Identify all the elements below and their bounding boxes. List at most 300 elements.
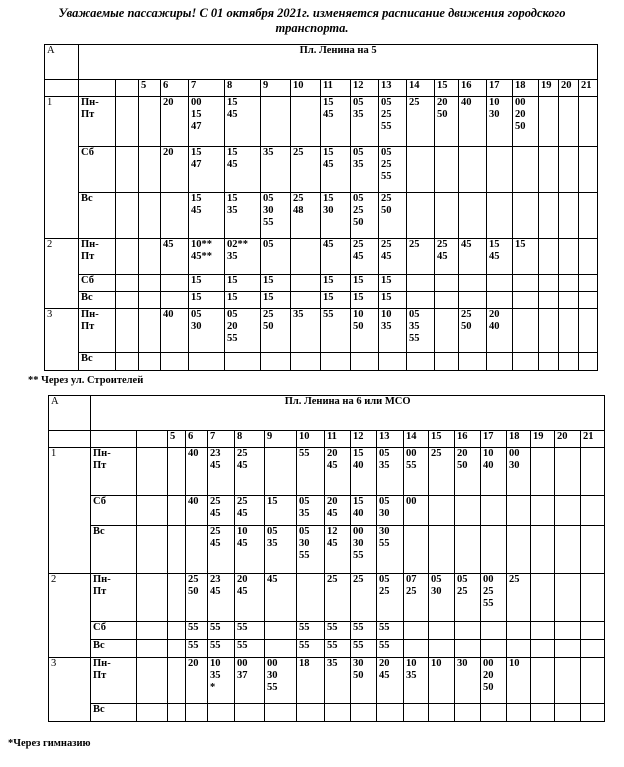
- departure-cell: [261, 353, 291, 371]
- departure-cell: [539, 353, 559, 371]
- departure-times: 15 45: [227, 97, 238, 120]
- departure-times: 25 50: [188, 574, 199, 597]
- gap-cell: [137, 622, 168, 640]
- departure-cell: [539, 239, 559, 275]
- departure-times: 05 30: [431, 574, 442, 597]
- departure-cell: [404, 622, 429, 640]
- departure-times: 55: [353, 622, 364, 633]
- hour-header: 8: [225, 80, 261, 97]
- departure-times: 15 40: [353, 448, 364, 471]
- departure-times: 05: [263, 239, 274, 250]
- day-type-cell: [91, 658, 137, 704]
- departure-cell: [291, 193, 321, 239]
- day-type-label: Пн- Пт: [93, 448, 111, 471]
- header-blank: [116, 80, 139, 97]
- departure-cell: [321, 239, 351, 275]
- departure-times: 20 45: [237, 574, 248, 597]
- departure-cell: [435, 193, 459, 239]
- header-blank: [45, 80, 79, 97]
- departure-times: 25 45: [237, 496, 248, 519]
- route-number: 1: [45, 97, 79, 239]
- departure-cell: [265, 496, 297, 526]
- departure-cell: [321, 292, 351, 309]
- departure-cell: [189, 97, 225, 147]
- departure-cell: [459, 275, 487, 292]
- departure-times: 25 45: [381, 239, 392, 262]
- departure-times: 30: [457, 658, 468, 669]
- departure-times: 55: [188, 622, 199, 633]
- departure-cell: [261, 97, 291, 147]
- departure-cell: [559, 292, 579, 309]
- departure-times: 20 40: [489, 309, 500, 332]
- schedule-row: [49, 622, 605, 640]
- departure-cell: [139, 292, 161, 309]
- departure-cell: [225, 353, 261, 371]
- departure-cell: [579, 309, 598, 353]
- departure-cell: [407, 193, 435, 239]
- departure-cell: [513, 309, 539, 353]
- departure-cell: [379, 193, 407, 239]
- departure-cell: [208, 622, 235, 640]
- schedule-row: [45, 193, 598, 239]
- departure-times: 25 50: [263, 309, 274, 332]
- departure-cell: [261, 275, 291, 292]
- departure-cell: [487, 292, 513, 309]
- departure-cell: [351, 353, 379, 371]
- departure-times: 55: [299, 622, 310, 633]
- departure-cell: [559, 275, 579, 292]
- departure-times: 05 35: [353, 97, 364, 120]
- departure-cell: [379, 97, 407, 147]
- departure-times: 10: [431, 658, 442, 669]
- departure-cell: [555, 622, 581, 640]
- corner-letter: А: [49, 396, 91, 431]
- departure-cell: [235, 704, 265, 722]
- departure-cell: [351, 97, 379, 147]
- departure-times: 40: [461, 97, 472, 108]
- departure-times: 23 45: [210, 574, 221, 597]
- schedule-title: Пл. Ленина на 6 или МСО: [91, 396, 605, 431]
- departure-times: 40: [188, 496, 199, 507]
- departure-times: 40: [188, 448, 199, 459]
- day-type-cell: [91, 574, 137, 622]
- hour-header: 7: [189, 80, 225, 97]
- departure-times: 15: [323, 292, 334, 303]
- departure-cell: [186, 574, 208, 622]
- hour-header: 14: [407, 80, 435, 97]
- departure-times: 05 35: [267, 526, 278, 549]
- departure-times: 15 45: [191, 193, 202, 216]
- departure-cell: [507, 526, 531, 574]
- departure-cell: [555, 658, 581, 704]
- departure-times: 15: [267, 496, 278, 507]
- departure-cell: [404, 704, 429, 722]
- departure-times: 20 45: [379, 658, 390, 681]
- route-number: 1: [49, 448, 91, 574]
- departure-cell: [168, 622, 186, 640]
- gap-cell: [116, 309, 139, 353]
- departure-cell: [559, 193, 579, 239]
- departure-cell: [379, 275, 407, 292]
- day-type-label: Вс: [93, 640, 105, 651]
- departure-times: 45: [461, 239, 472, 250]
- departure-cell: [291, 353, 321, 371]
- departure-cell: [459, 292, 487, 309]
- departure-cell: [379, 309, 407, 353]
- schedule-row: [49, 640, 605, 658]
- hour-header: 17: [481, 431, 507, 448]
- departure-times: 25: [509, 574, 520, 585]
- departure-cell: [581, 658, 605, 704]
- hour-header: 19: [539, 80, 559, 97]
- departure-cell: [531, 526, 555, 574]
- departure-times: 55: [379, 622, 390, 633]
- departure-times: 00 20 50: [515, 97, 526, 132]
- schedule-row: [45, 309, 598, 353]
- departure-times: 25 50: [381, 193, 392, 216]
- schedule-row: [49, 448, 605, 496]
- departure-times: 45: [323, 239, 334, 250]
- departure-cell: [168, 640, 186, 658]
- departure-cell: [407, 147, 435, 193]
- departure-cell: [235, 658, 265, 704]
- departure-cell: [265, 574, 297, 622]
- departure-times: 05 30: [191, 309, 202, 332]
- departure-cell: [139, 309, 161, 353]
- departure-cell: [161, 239, 189, 275]
- day-type-cell: [79, 292, 116, 309]
- departure-cell: [539, 275, 559, 292]
- departure-cell: [225, 275, 261, 292]
- departure-times: 15 45: [323, 97, 334, 120]
- departure-cell: [487, 275, 513, 292]
- departure-times: 55: [299, 640, 310, 651]
- departure-times: 15 30: [323, 193, 334, 216]
- hour-header: 12: [351, 80, 379, 97]
- departure-cell: [297, 704, 325, 722]
- departure-cell: [379, 353, 407, 371]
- departure-cell: [579, 239, 598, 275]
- hour-header: 12: [351, 431, 377, 448]
- departure-cell: [351, 640, 377, 658]
- departure-cell: [581, 704, 605, 722]
- departure-cell: [139, 97, 161, 147]
- departure-cell: [225, 292, 261, 309]
- departure-cell: [513, 97, 539, 147]
- departure-cell: [351, 292, 379, 309]
- hour-header: 15: [429, 431, 455, 448]
- departure-times: 00 15 47: [191, 97, 202, 132]
- departure-cell: [351, 658, 377, 704]
- schedule-table-2: [48, 395, 605, 722]
- departure-cell: [291, 239, 321, 275]
- departure-times: 05 25: [457, 574, 468, 597]
- hour-header: 21: [579, 80, 598, 97]
- departure-cell: [351, 574, 377, 622]
- departure-cell: [539, 97, 559, 147]
- departure-cell: [235, 526, 265, 574]
- departure-cell: [555, 496, 581, 526]
- departure-times: 05 30: [379, 496, 390, 519]
- departure-cell: [261, 193, 291, 239]
- departure-cell: [435, 275, 459, 292]
- departure-times: 25 45: [437, 239, 448, 262]
- departure-cell: [189, 193, 225, 239]
- departure-times: 55: [327, 640, 338, 651]
- departure-cell: [377, 640, 404, 658]
- departure-cell: [225, 193, 261, 239]
- departure-cell: [507, 496, 531, 526]
- departure-cell: [265, 640, 297, 658]
- departure-cell: [429, 704, 455, 722]
- departure-cell: [407, 309, 435, 353]
- departure-times: 15: [381, 275, 392, 286]
- schedule-row: [45, 239, 598, 275]
- departure-times: 00 30 55: [353, 526, 364, 561]
- hour-header: 16: [459, 80, 487, 97]
- departure-cell: [161, 147, 189, 193]
- departure-cell: [539, 147, 559, 193]
- departure-cell: [291, 292, 321, 309]
- hour-header: 6: [186, 431, 208, 448]
- departure-cell: [481, 448, 507, 496]
- departure-cell: [208, 704, 235, 722]
- day-type-label: Сб: [81, 275, 94, 286]
- departure-cell: [513, 193, 539, 239]
- departure-cell: [325, 640, 351, 658]
- schedule-row: [45, 97, 598, 147]
- departure-cell: [325, 496, 351, 526]
- departure-cell: [351, 239, 379, 275]
- departure-times: 25: [327, 574, 338, 585]
- departure-times: 10: [509, 658, 520, 669]
- departure-cell: [351, 193, 379, 239]
- departure-cell: [555, 574, 581, 622]
- hour-header: 5: [139, 80, 161, 97]
- departure-cell: [581, 448, 605, 496]
- hour-header: 20: [555, 431, 581, 448]
- departure-cell: [291, 275, 321, 292]
- departure-cell: [291, 97, 321, 147]
- departure-cell: [297, 448, 325, 496]
- hour-header: 15: [435, 80, 459, 97]
- departure-cell: [168, 658, 186, 704]
- departure-cell: [321, 309, 351, 353]
- departure-times: 15 35: [227, 193, 238, 216]
- departure-cell: [225, 147, 261, 193]
- departure-times: 15 47: [191, 147, 202, 170]
- departure-cell: [321, 275, 351, 292]
- departure-cell: [487, 353, 513, 371]
- schedule-row: [49, 574, 605, 622]
- title-row: [45, 45, 598, 80]
- day-type-cell: [79, 193, 116, 239]
- departure-cell: [377, 448, 404, 496]
- departure-times: 10** 45**: [191, 239, 212, 262]
- departure-cell: [404, 496, 429, 526]
- departure-cell: [161, 275, 189, 292]
- hour-header: 17: [487, 80, 513, 97]
- departure-cell: [351, 526, 377, 574]
- day-type-cell: [91, 526, 137, 574]
- departure-times: 20: [163, 97, 174, 108]
- departure-times: 45: [163, 239, 174, 250]
- departure-cell: [139, 275, 161, 292]
- departure-cell: [235, 622, 265, 640]
- departure-cell: [429, 622, 455, 640]
- departure-times: 30 55: [379, 526, 390, 549]
- departure-cell: [559, 97, 579, 147]
- departure-times: 25 50: [461, 309, 472, 332]
- departure-cell: [455, 622, 481, 640]
- departure-cell: [579, 275, 598, 292]
- departure-cell: [291, 309, 321, 353]
- departure-cell: [559, 147, 579, 193]
- hour-header: 10: [297, 431, 325, 448]
- departure-cell: [265, 526, 297, 574]
- route-number: 2: [45, 239, 79, 309]
- departure-cell: [208, 658, 235, 704]
- departure-cell: [186, 640, 208, 658]
- departure-times: 55: [379, 640, 390, 651]
- departure-cell: [487, 309, 513, 353]
- departure-cell: [189, 309, 225, 353]
- departure-times: 00 25 55: [483, 574, 494, 609]
- gap-cell: [116, 239, 139, 275]
- departure-cell: [559, 239, 579, 275]
- hour-header: 18: [507, 431, 531, 448]
- departure-cell: [507, 658, 531, 704]
- hour-header: 18: [513, 80, 539, 97]
- departure-times: 15: [263, 275, 274, 286]
- departure-cell: [235, 640, 265, 658]
- departure-cell: [531, 448, 555, 496]
- departure-cell: [161, 97, 189, 147]
- departure-times: 10 50: [353, 309, 364, 332]
- departure-cell: [377, 658, 404, 704]
- departure-times: 15: [227, 292, 238, 303]
- departure-times: 15: [353, 292, 364, 303]
- departure-cell: [325, 448, 351, 496]
- gap-cell: [137, 496, 168, 526]
- departure-cell: [297, 640, 325, 658]
- route-number: 3: [45, 309, 79, 371]
- gap-cell: [137, 526, 168, 574]
- departure-cell: [225, 239, 261, 275]
- day-type-label: Пн- Пт: [81, 239, 99, 262]
- departure-times: 25 45: [353, 239, 364, 262]
- departure-cell: [507, 640, 531, 658]
- departure-cell: [531, 574, 555, 622]
- departure-times: 55: [323, 309, 334, 320]
- hour-header: 13: [377, 431, 404, 448]
- hour-header: 11: [325, 431, 351, 448]
- departure-times: 55: [210, 622, 221, 633]
- departure-cell: [235, 574, 265, 622]
- departure-times: 55: [353, 640, 364, 651]
- departure-times: 05 25: [379, 574, 390, 597]
- departure-cell: [186, 658, 208, 704]
- departure-times: 00 55: [406, 448, 417, 471]
- departure-cell: [189, 353, 225, 371]
- departure-times: 00 30: [509, 448, 520, 471]
- departure-cell: [559, 309, 579, 353]
- departure-times: 15: [263, 292, 274, 303]
- departure-cell: [429, 658, 455, 704]
- day-type-cell: [91, 640, 137, 658]
- departure-cell: [139, 239, 161, 275]
- departure-times: 25: [353, 574, 364, 585]
- departure-cell: [531, 622, 555, 640]
- departure-cell: [186, 496, 208, 526]
- gap-cell: [116, 275, 139, 292]
- departure-cell: [351, 496, 377, 526]
- route-number: 3: [49, 658, 91, 722]
- departure-cell: [186, 448, 208, 496]
- schedule-row: [45, 275, 598, 292]
- departure-cell: [531, 658, 555, 704]
- gap-cell: [137, 658, 168, 704]
- departure-cell: [559, 353, 579, 371]
- departure-cell: [297, 496, 325, 526]
- departure-cell: [404, 448, 429, 496]
- departure-cell: [325, 704, 351, 722]
- departure-times: 05 25 55: [381, 147, 392, 182]
- departure-times: 23 45: [210, 448, 221, 471]
- departure-cell: [235, 448, 265, 496]
- departure-cell: [435, 97, 459, 147]
- departure-cell: [481, 496, 507, 526]
- departure-times: 55: [210, 640, 221, 651]
- departure-cell: [455, 640, 481, 658]
- departure-times: 15: [353, 275, 364, 286]
- departure-times: 55: [299, 448, 310, 459]
- departure-cell: [297, 658, 325, 704]
- departure-cell: [507, 574, 531, 622]
- day-type-label: Вс: [81, 193, 93, 204]
- hour-header: 14: [404, 431, 429, 448]
- departure-times: 10 35 *: [210, 658, 221, 693]
- title-row: [49, 396, 605, 431]
- departure-times: 30 50: [353, 658, 364, 681]
- departure-cell: [325, 526, 351, 574]
- day-type-label: Пн- Пт: [93, 658, 111, 681]
- departure-cell: [513, 275, 539, 292]
- schedule-title: Пл. Ленина на 5: [79, 45, 598, 80]
- departure-cell: [168, 574, 186, 622]
- departure-times: 05 25 55: [381, 97, 392, 132]
- departure-times: 45: [267, 574, 278, 585]
- departure-times: 20 45: [327, 448, 338, 471]
- departure-cell: [265, 658, 297, 704]
- departure-cell: [377, 622, 404, 640]
- departure-times: 00: [406, 496, 417, 507]
- departure-cell: [139, 193, 161, 239]
- departure-times: 10 35: [406, 658, 417, 681]
- departure-cell: [377, 704, 404, 722]
- departure-cell: [225, 309, 261, 353]
- departure-cell: [555, 640, 581, 658]
- departure-cell: [459, 97, 487, 147]
- departure-cell: [531, 704, 555, 722]
- departure-cell: [351, 622, 377, 640]
- departure-cell: [487, 97, 513, 147]
- departure-times: 20 50: [457, 448, 468, 471]
- gap-cell: [116, 97, 139, 147]
- schedule-row: [45, 292, 598, 309]
- departure-cell: [261, 147, 291, 193]
- departure-cell: [161, 309, 189, 353]
